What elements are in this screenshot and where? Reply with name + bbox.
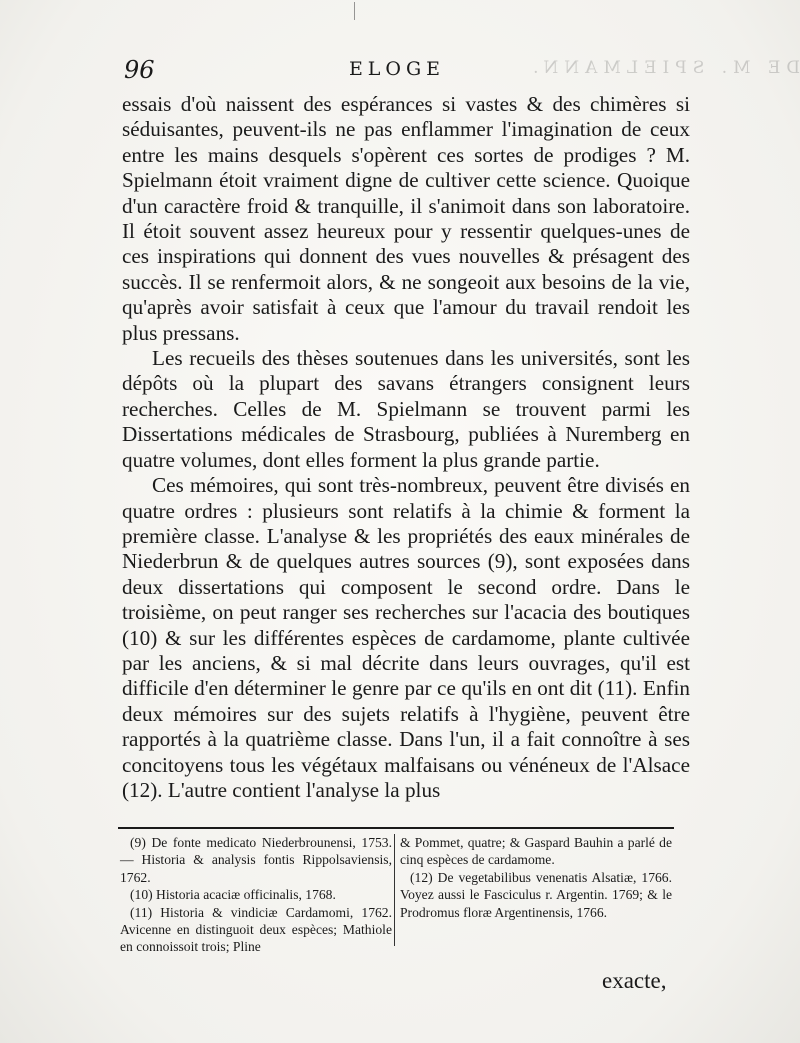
body-text — [122, 92, 690, 803]
footnote-11-continued: & Pommet, quatre; & Gaspard Bauhin a parlé de cinq espèces de cardamome. — [400, 835, 672, 868]
paragraph-3: Ces mémoires, qui sont très-nombreux, peuvent être divisés en quatre ordres : plusieurs sont relatifs à la chimie & forment la première classe. L'analyse & les propriétés des eaux minérales de Niederbrun & de quelques autres sources (9), sont exposées dans deux dissertations qui composent le second ordre. Dans le troisième, on peut ranger ses recherches sur l'acacia des boutiques (10) & sur les différentes espèces de cardamome, plante cultivée par les anciens, & si mal décrite dans leurs ouvrages, qu'il est difficile d'en déterminer le genre par ce qu'ils en ont dit (11). Enfin deux mémoires sur des sujets relatifs à l'hygiène, peuvent être rapportés à la quatrième classe. Dans l'un, il a fait connoître à ses concitoyens tous les végétaux malfaisans ou vénéneux de l'Alsace (12). L'autre contient l'analyse la plus — [122, 473, 690, 802]
paragraph-1: essais d'où naissent des espérances si vastes & des chimères si séduisantes, peuvent-ils ne pas enflammer l'imagination de ceux entre les mains desquels s'opèrent ces sortes de prodiges ? M. Spielmann étoit vraiment digne de cultiver cette science. Quoique d'un caractère froid & tranquille, il s'animoit dans son laboratoire. Il étoit souvent assez heureux pour y ressentir quelques-unes de ces inspirations qui donnent des vues nouvelles & présagent des succès. Il se renfermoit alors, & ne songeoit aux besoins de la vie, qu'après avoir satisfait à ceux que l'amour du travail rendoit les plus pressans. — [122, 92, 690, 345]
footnote-10: (10) Historia acaciæ officinalis, 1768. — [130, 887, 336, 903]
footnote-rule — [118, 827, 674, 829]
catchword: exacte, — [602, 968, 667, 993]
footnote-column-divider — [394, 834, 395, 946]
footnotes-left-column — [120, 834, 392, 956]
running-title: ELOGE — [348, 58, 446, 80]
bleed-through-text: DE M. SPIELMANN. — [527, 58, 800, 78]
paragraph-2: Les recueils des thèses soutenues dans les universités, sont les dépôts où la plupart des savans étrangers consignent leurs recherches. Celles de M. Spielmann se trouvent parmi les Dissertations médicales de Strasbourg, publiées à Nuremberg en quatre volumes, dont elles forment la plus grande partie. — [122, 346, 690, 472]
page-header — [124, 56, 670, 92]
footnote-12: (12) De vegetabilibus venenatis Alsatiæ, 1766. Voyez aussi le Fasciculus r. Argentin. 1769; & le Prodromus floræ Argentinensis, 1766. — [400, 869, 672, 920]
page-mark — [354, 2, 355, 20]
footnote-9: (9) De fonte medicato Niederbrounensi, 1753. — Historia & analysis fontis Rippolsaviensis, 1762. — [120, 835, 392, 885]
page-number: 96 — [124, 56, 155, 84]
footnotes-right-column — [400, 834, 672, 921]
footnote-11: (11) Historia & vindiciæ Cardamomi, 1762. Avicenne en distinguoit deux espèces; Mathiole en connoissoit trois; Pline — [120, 904, 392, 955]
